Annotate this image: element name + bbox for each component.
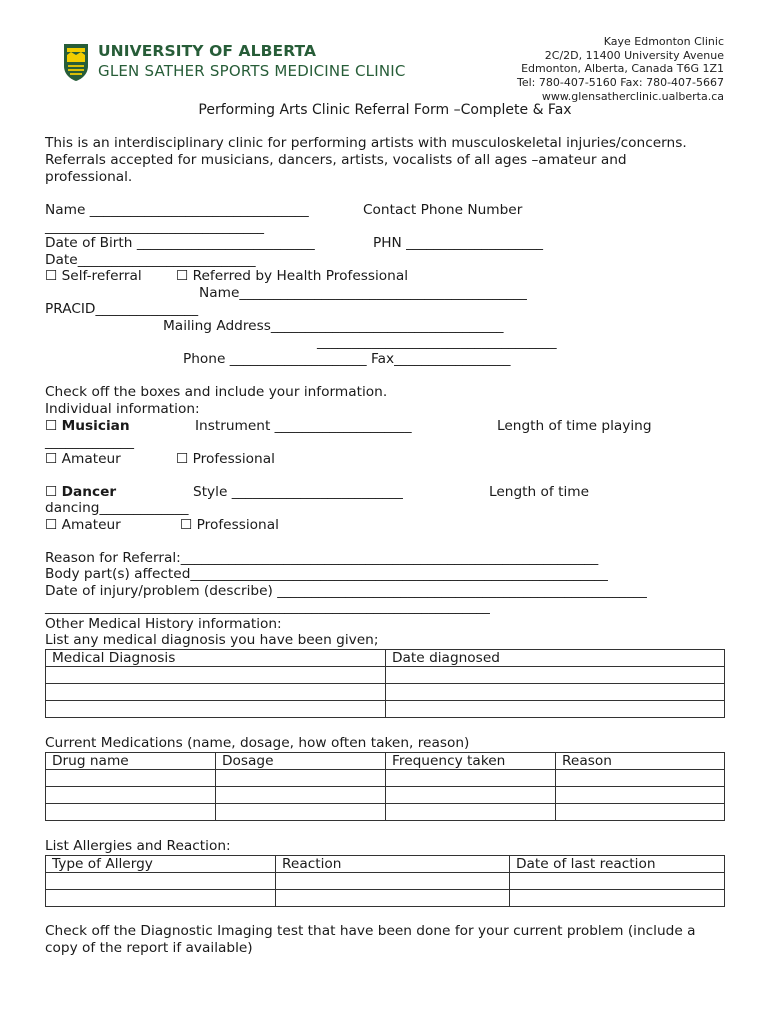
table-cell[interactable] xyxy=(216,787,386,804)
logo-clinic-name: GLEN SATHER SPORTS MEDICINE CLINIC xyxy=(98,62,406,80)
table-cell[interactable] xyxy=(46,701,386,718)
intro-line: professional. xyxy=(45,168,133,185)
table-cell[interactable] xyxy=(46,684,386,701)
allergies-table xyxy=(45,855,725,907)
university-shield-icon xyxy=(62,42,90,82)
table-cell[interactable] xyxy=(556,770,725,787)
table-cell[interactable] xyxy=(556,787,725,804)
column-header: Drug name xyxy=(46,753,216,770)
dob-field[interactable]: Date of Birth __________________________ xyxy=(45,235,315,251)
length-dancing-field[interactable]: dancing_____________ xyxy=(45,500,189,516)
mailing-address-line2[interactable]: ___________________________________ xyxy=(317,334,557,350)
allergies-heading: List Allergies and Reaction: xyxy=(45,838,231,854)
table-header-row xyxy=(46,650,725,667)
address-line: Kaye Edmonton Clinic xyxy=(603,35,724,48)
musician-professional-checkbox[interactable]: ☐ Professional xyxy=(176,451,275,467)
table-header-row xyxy=(46,753,725,770)
pracid-field[interactable]: PRACID_______________ xyxy=(45,301,199,317)
table-cell[interactable] xyxy=(386,701,725,718)
referred-by-hp-checkbox[interactable]: ☐ Referred by Health Professional xyxy=(176,268,409,284)
table-cell[interactable] xyxy=(216,804,386,821)
contact-phone-label: Contact Phone Number xyxy=(363,202,523,218)
form-title: Performing Arts Clinic Referral Form –Complete & Fax xyxy=(198,102,572,118)
table-cell[interactable] xyxy=(386,770,556,787)
table-cell[interactable] xyxy=(46,770,216,787)
table-row xyxy=(46,804,725,821)
dancer-label: Dancer xyxy=(61,484,117,500)
table-row xyxy=(46,667,725,684)
table-cell[interactable] xyxy=(46,667,386,684)
medications-heading: Current Medications (name, dosage, how often taken, reason) xyxy=(45,735,470,751)
table-row xyxy=(46,701,725,718)
table-cell[interactable] xyxy=(216,770,386,787)
column-header: Medical Diagnosis xyxy=(46,650,386,667)
table-header-row xyxy=(46,856,725,873)
table-row xyxy=(46,890,725,907)
table-cell[interactable] xyxy=(510,890,725,907)
length-time-label: Length of time xyxy=(489,484,590,500)
mailing-address-field[interactable]: Mailing Address__________________________________ xyxy=(163,318,504,334)
table-cell[interactable] xyxy=(46,804,216,821)
musician-label: Musician xyxy=(61,418,130,434)
dancer-amateur-checkbox[interactable]: ☐ Amateur xyxy=(45,517,121,533)
length-playing-field[interactable]: _____________ xyxy=(45,434,134,450)
diagnosis-table xyxy=(45,649,725,718)
style-field[interactable]: Style _________________________ xyxy=(193,484,403,500)
date-of-injury-field[interactable]: Date of injury/problem (describe) ______________________________________________________ xyxy=(45,583,647,599)
medications-table xyxy=(45,752,725,821)
address-line: 2C/2D, 11400 University Avenue xyxy=(544,48,724,62)
body-part-field[interactable]: Body part(s) affected_____________________________________________________________ xyxy=(45,566,608,582)
medical-history-heading: Other Medical History information: xyxy=(45,616,282,632)
name-field[interactable]: Name ________________________________ xyxy=(45,202,309,218)
table-row xyxy=(46,684,725,701)
column-header: Reaction xyxy=(276,856,510,873)
instrument-field[interactable]: Instrument ____________________ xyxy=(195,418,412,434)
table-cell[interactable] xyxy=(46,890,276,907)
musician-checkbox[interactable] xyxy=(45,418,130,434)
table-row xyxy=(46,787,725,804)
address-line: Edmonton, Alberta, Canada T6G 1Z1 xyxy=(521,62,724,76)
address-website: www.glensatherclinic.ualberta.ca xyxy=(541,89,724,103)
column-header: Frequency taken xyxy=(386,753,556,770)
intro-line: Referrals accepted for musicians, dancers, artists, vocalists of all ages –amateur and xyxy=(45,151,627,168)
table-cell[interactable] xyxy=(276,890,510,907)
table-row xyxy=(46,873,725,890)
dancer-checkbox[interactable] xyxy=(45,484,116,500)
date-field[interactable]: Date__________________________ xyxy=(45,252,256,268)
table-cell[interactable] xyxy=(386,787,556,804)
column-header: Date diagnosed xyxy=(386,650,725,667)
column-header: Dosage xyxy=(216,753,386,770)
intro-paragraph xyxy=(45,135,735,185)
table-cell[interactable] xyxy=(46,873,276,890)
length-playing-label: Length of time playing xyxy=(497,418,652,434)
self-referral-checkbox[interactable]: ☐ Self-referral xyxy=(45,268,142,284)
check-instruction: Check off the boxes and include your information. xyxy=(45,384,388,400)
table-cell[interactable] xyxy=(386,667,725,684)
injury-description-line[interactable]: _________________________________________________________________ xyxy=(45,599,490,615)
column-header: Reason xyxy=(556,753,725,770)
hp-name-field[interactable]: Name__________________________________________ xyxy=(199,285,527,301)
table-row xyxy=(46,770,725,787)
phn-field[interactable]: PHN ____________________ xyxy=(373,235,544,251)
checkbox-glyph: ☐ xyxy=(45,484,62,500)
individual-info-heading: Individual information: xyxy=(45,401,200,417)
logo-university-name: UNIVERSITY OF ALBERTA xyxy=(98,42,317,60)
contact-phone-field[interactable]: ________________________________ xyxy=(45,219,264,235)
column-header: Type of Allergy xyxy=(46,856,276,873)
table-cell[interactable] xyxy=(276,873,510,890)
table-cell[interactable] xyxy=(510,873,725,890)
reason-for-referral-field[interactable]: Reason for Referral:_____________________________________________________________ xyxy=(45,550,599,566)
table-cell[interactable] xyxy=(556,804,725,821)
table-cell[interactable] xyxy=(46,787,216,804)
imaging-instruction-cont: copy of the report if available) xyxy=(45,940,253,956)
address-phone-fax: Tel: 780-407-5160 Fax: 780-407-5667 xyxy=(517,76,724,90)
imaging-instruction: Check off the Diagnostic Imaging test that have been done for your current problem (include a xyxy=(45,923,696,939)
clinic-logo xyxy=(62,42,442,84)
hp-phone-fax-field[interactable]: Phone ____________________ Fax_________________ xyxy=(183,351,511,367)
table-cell[interactable] xyxy=(386,684,725,701)
table-cell[interactable] xyxy=(386,804,556,821)
clinic-address xyxy=(517,35,724,104)
checkbox-glyph: ☐ xyxy=(45,418,62,434)
column-header: Date of last reaction xyxy=(510,856,725,873)
intro-line: This is an interdisciplinary clinic for performing artists with musculoskeletal injuries/concerns. xyxy=(45,135,687,151)
musician-amateur-checkbox[interactable]: ☐ Amateur xyxy=(45,451,121,467)
diagnosis-prompt: List any medical diagnosis you have been given; xyxy=(45,632,379,648)
dancer-professional-checkbox[interactable]: ☐ Professional xyxy=(180,517,279,533)
